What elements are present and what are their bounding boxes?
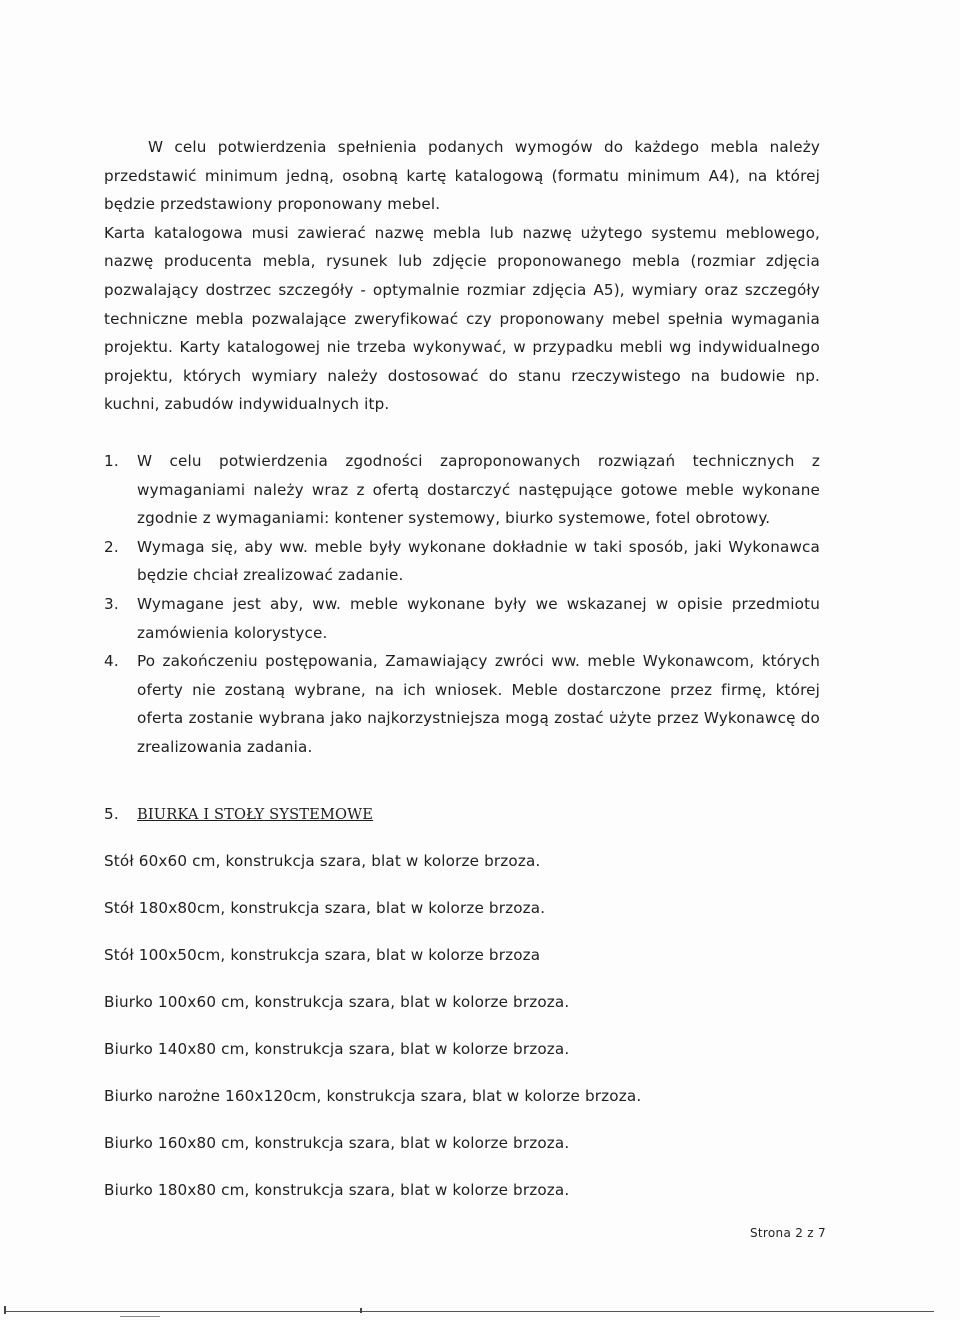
furniture-item: Biurko narożne 160x120cm, konstrukcja szara, blat w kolorze brzoza. <box>104 1087 642 1105</box>
list-item-number: 4. <box>104 652 119 671</box>
scan-edge-line <box>4 1311 934 1312</box>
intro-paragraph-2: Karta katalogowa musi zawierać nazwę mebla lub nazwę użytego systemu meblowego, nazwę producenta mebla, rysunek lub zdjęcie proponowanego mebla (rozmiar zdjęcia pozwalający dostrzec szczegóły - optymalnie rozmiar zdjęcia A5), wymiary oraz szczegóły techniczne mebla pozwalające zweryfikować czy proponowany mebel spełnia wymagania projektu. Karty katalogowej nie trzeba wykonywać, w przypadku mebli wg indywidualnego projektu, których wymiary należy dostosować do stanu rzeczywistego na budowie np. kuchni, zabudów indywidualnych itp. <box>104 223 820 414</box>
intro-paragraph-1: W celu potwierdzenia spełnienia podanych wymogów do każdego mebla należy przedstawić minimum jedną, osobną kartę katalogową (formatu minimum A4), na której będzie przedstawiony proponowany mebel. <box>104 138 820 214</box>
list-item <box>104 590 820 647</box>
page-number: Strona 2 z 7 <box>750 1226 826 1240</box>
furniture-item: Biurko 180x80 cm, konstrukcja szara, blat w kolorze brzoza. <box>104 1181 570 1199</box>
list-item <box>104 647 820 761</box>
scan-edge-mark <box>120 1316 160 1317</box>
furniture-item: Stół 60x60 cm, konstrukcja szara, blat w kolorze brzoza. <box>104 852 541 870</box>
furniture-item: Biurko 140x80 cm, konstrukcja szara, blat w kolorze brzoza. <box>104 1040 570 1058</box>
list-item <box>104 533 820 590</box>
list-item-number: 2. <box>104 537 119 556</box>
furniture-items-list <box>104 848 820 1224</box>
intro-text <box>104 133 820 419</box>
section-heading <box>104 800 373 829</box>
scan-edge-mark <box>4 1306 6 1314</box>
requirements-list <box>104 447 820 762</box>
section-number: 5. <box>104 805 119 823</box>
furniture-item: Stół 100x50cm, konstrukcja szara, blat w kolorze brzoza <box>104 946 541 964</box>
list-item-number: 3. <box>104 594 119 613</box>
list-item-text: Po zakończeniu postępowania, Zamawiający zwróci ww. meble Wykonawcom, których oferty nie zostaną wybrane, na ich wniosek. Meble dostarczone przez firmę, której oferta zostanie wybrana jako najkorzystniejsza mogą zostać użyte przez Wykonawcę do zrealizowania zadania. <box>137 652 820 756</box>
furniture-item: Biurko 160x80 cm, konstrukcja szara, blat w kolorze brzoza. <box>104 1134 570 1152</box>
furniture-item: Biurko 100x60 cm, konstrukcja szara, blat w kolorze brzoza. <box>104 993 570 1011</box>
list-item-text: W celu potwierdzenia zgodności zaproponowanych rozwiązań technicznych z wymaganiami należy wraz z ofertą dostarczyć następujące gotowe meble wykonane zgodnie z wymaganiami: kontener systemowy, biurko systemowe, fotel obrotowy. <box>137 452 820 528</box>
list-item-number: 1. <box>104 452 119 470</box>
list-item <box>104 447 820 533</box>
list-item-text: Wymaga się, aby ww. meble były wykonane dokładnie w taki sposób, jaki Wykonawca będzie chciał zrealizować zadanie. <box>137 537 820 585</box>
scan-edge-mark <box>360 1308 362 1313</box>
furniture-item: Stół 180x80cm, konstrukcja szara, blat w kolorze brzoza. <box>104 899 546 917</box>
list-item-text: Wymagane jest aby, ww. meble wykonane były we wskazanej w opisie przedmiotu zamówienia kolorystyce. <box>137 594 820 642</box>
section-title: BIURKA I STOŁY SYSTEMOWE <box>137 806 374 823</box>
